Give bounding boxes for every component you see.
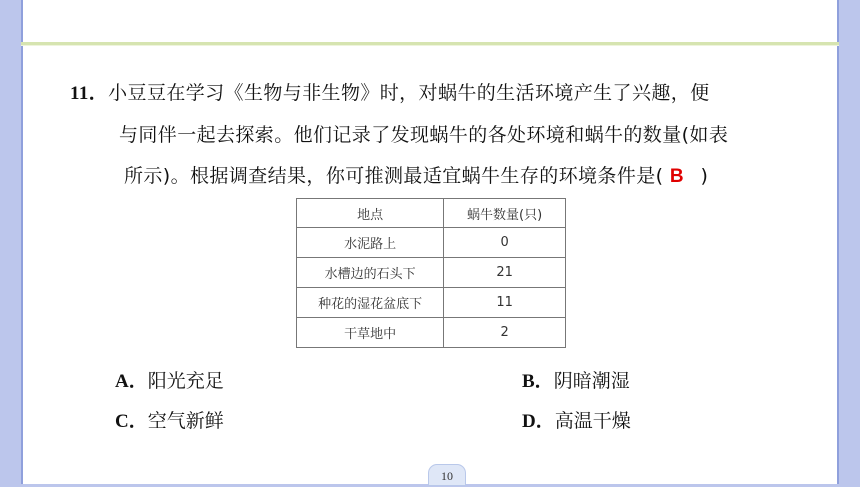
table-cell-count: 11 <box>444 288 566 318</box>
table-cell-location: 种花的湿花盆底下 <box>297 288 444 318</box>
option-c-letter: C． <box>115 411 148 432</box>
option-a-text: 阳光充足 <box>147 370 224 392</box>
table-cell-location: 干草地中 <box>297 318 444 348</box>
question-text-3-close: ) <box>700 165 709 187</box>
table-row <box>297 288 566 318</box>
column-header-location: 地点 <box>297 199 444 228</box>
table-cell-count: 21 <box>444 258 566 288</box>
header-divider-shadow <box>21 45 839 46</box>
slide-left-border <box>21 0 23 484</box>
snail-survey-table <box>296 198 566 348</box>
question-text-1: 小豆豆在学习《生物与非生物》时，对蜗牛的生活环境产生了兴趣，便 <box>108 82 710 104</box>
table-cell-count: 2 <box>444 318 566 348</box>
option-a <box>115 366 224 393</box>
slide-right-border <box>837 0 839 484</box>
column-header-count: 蜗牛数量(只) <box>444 199 566 228</box>
table-header-row <box>297 199 566 228</box>
option-c <box>115 406 224 433</box>
option-b-text: 阴暗潮湿 <box>553 370 630 392</box>
option-a-letter: A． <box>115 371 148 392</box>
question-line-2 <box>119 120 728 147</box>
table-cell-count: 0 <box>444 228 566 258</box>
question-line-3 <box>124 161 708 188</box>
page-number: 10 <box>428 464 466 486</box>
table-cell-location: 水槽边的石头下 <box>297 258 444 288</box>
question-text-3: 所示)。根据调查结果，你可推测最适宜蜗牛生存的环境条件是( <box>124 165 664 187</box>
option-d-letter: D． <box>522 411 555 432</box>
option-d <box>522 406 631 433</box>
question-text-2: 与同伴一起去探索。他们记录了发现蜗牛的各处环境和蜗牛的数量(如表 <box>119 124 729 146</box>
table-row <box>297 228 566 258</box>
table-row <box>297 318 566 348</box>
answer-mark: B <box>669 166 685 187</box>
table-cell-location: 水泥路上 <box>297 228 444 258</box>
option-b <box>522 366 630 393</box>
question-line-1 <box>70 78 710 105</box>
question-number: 11． <box>70 83 109 104</box>
table-row <box>297 258 566 288</box>
option-d-text: 高温干燥 <box>554 410 631 432</box>
option-b-letter: B． <box>522 371 554 392</box>
option-c-text: 空气新鲜 <box>147 410 224 432</box>
